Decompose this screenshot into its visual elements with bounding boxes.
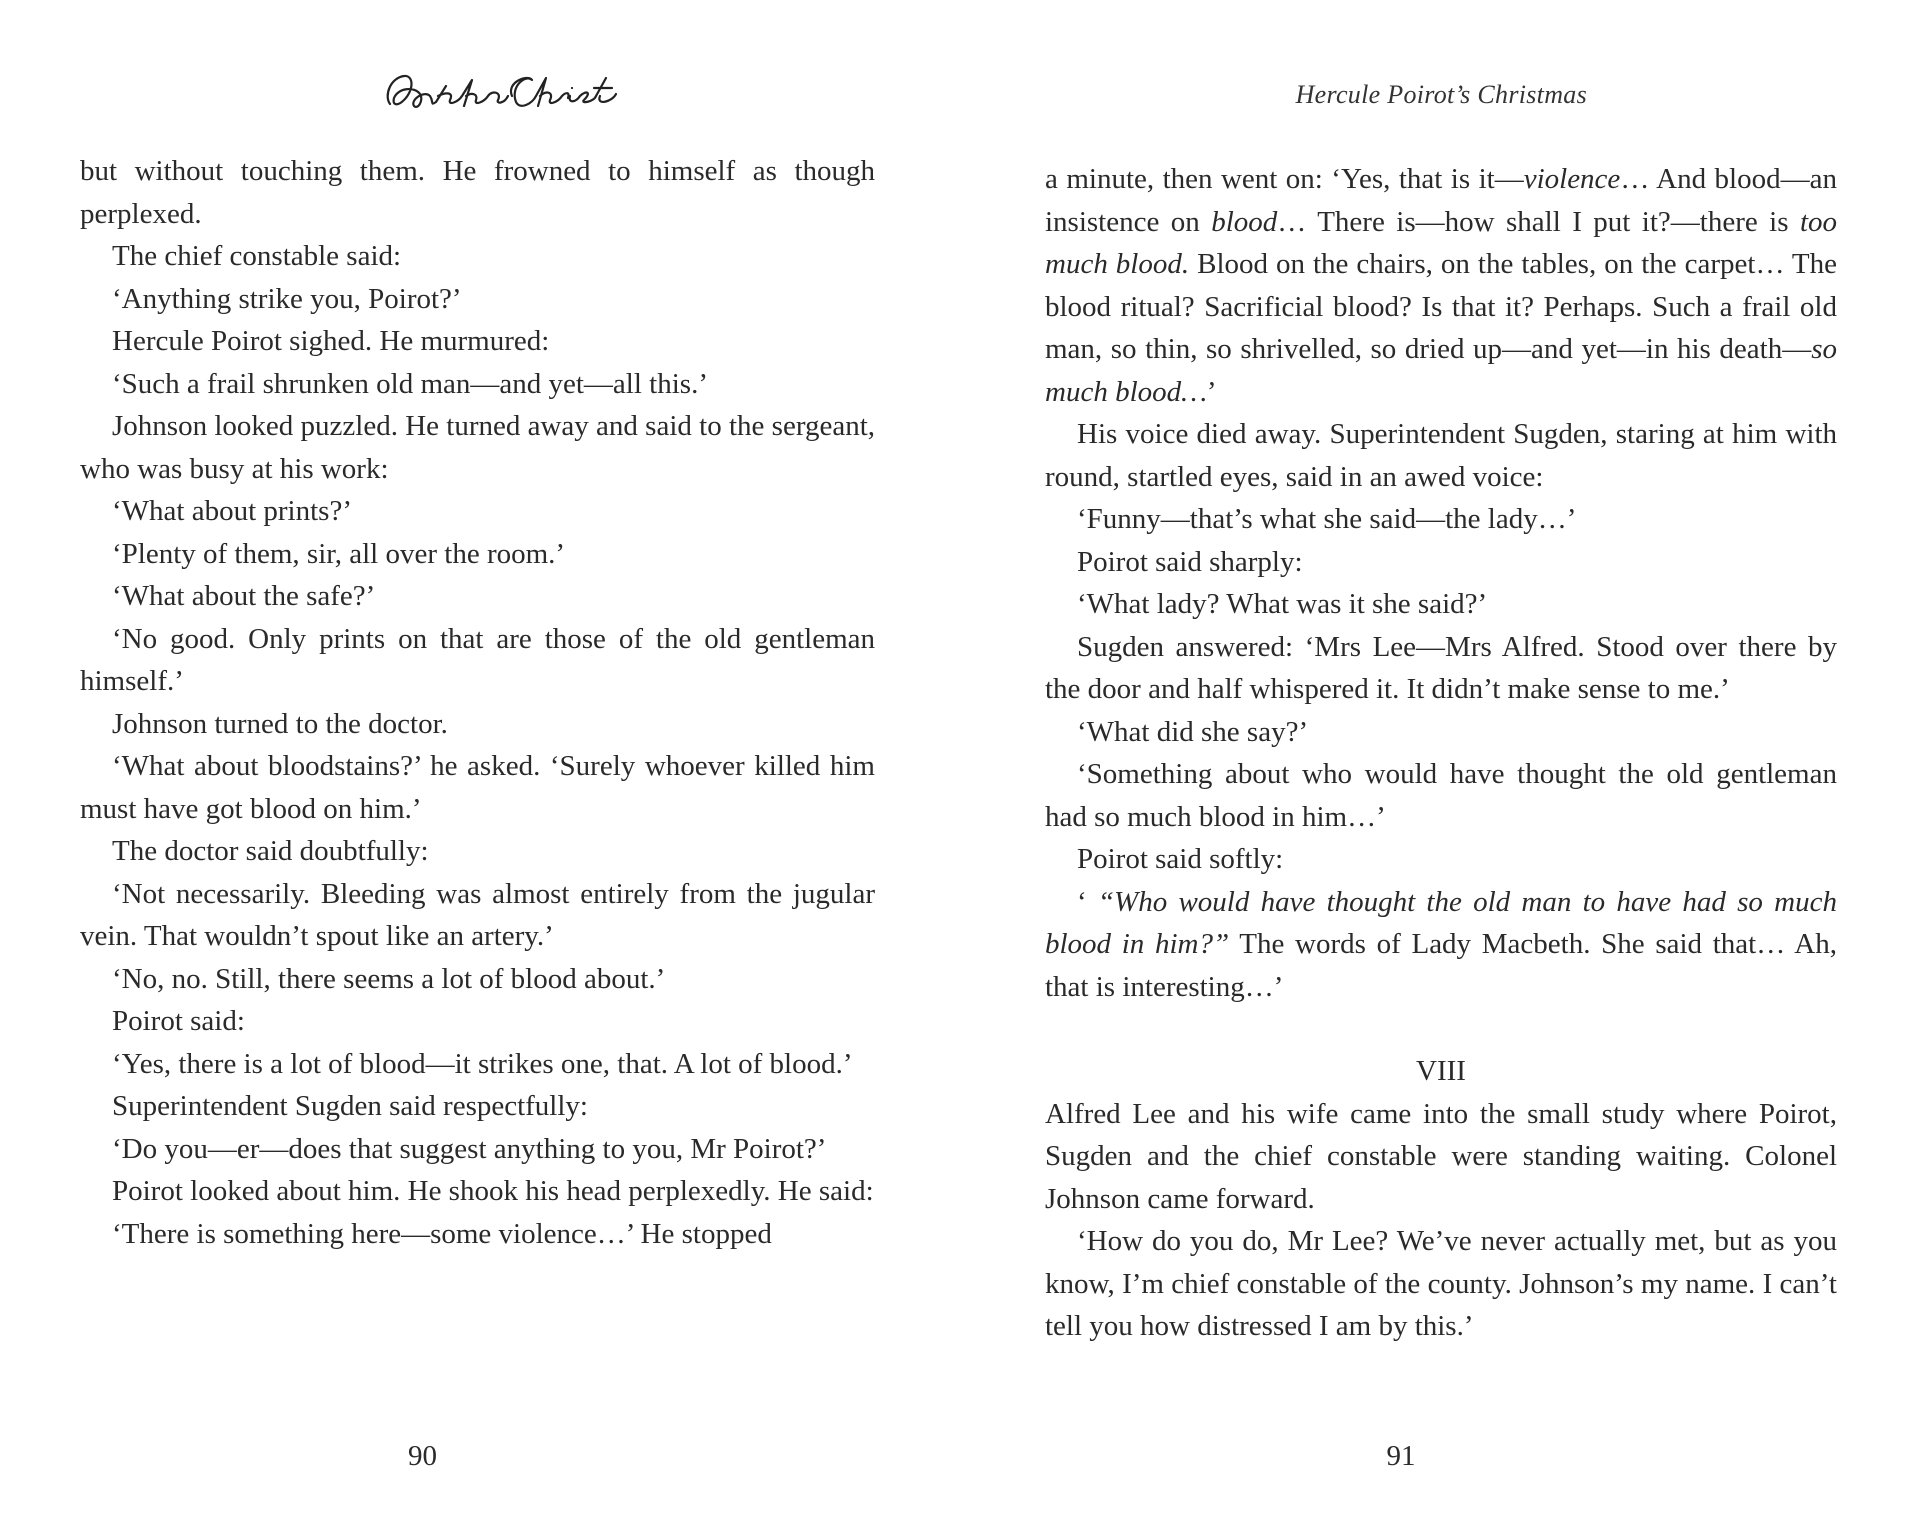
page-number: 91 <box>1386 1440 1416 1472</box>
text-run: … There is—how shall I put it?—there is <box>1277 205 1800 238</box>
paragraph: Johnson turned to the doctor. <box>112 707 448 740</box>
right-page-body <box>1045 158 1837 1348</box>
italic-run: “Who would have thought the old man to have had so much blood in him?” <box>1045 885 1837 960</box>
paragraph <box>1045 158 1837 413</box>
book-title: Hercule Poirot’s Christmas <box>1295 80 1587 109</box>
paragraph: ‘Something about who would have thought the old gentleman had so much blood in him…’ <box>1045 758 1837 833</box>
section-heading: VIII <box>1416 1055 1466 1087</box>
paragraph: ‘Anything strike you, Poirot?’ <box>112 282 462 315</box>
text-run: … And blood—an insistence on <box>1045 163 1837 238</box>
paragraph: The chief constable said: <box>112 240 402 272</box>
text-run: ’ <box>1206 375 1217 408</box>
paragraph: Hercule Poirot sighed. He murmured: <box>112 325 550 357</box>
paragraph: ‘Yes, there is a lot of blood—it strikes one, that. A lot of blood.’ <box>112 1047 853 1080</box>
paragraph: ‘Do you—er—does that suggest anything to you, Mr Poirot?’ <box>112 1132 827 1165</box>
signature-icon <box>380 66 620 116</box>
paragraph: ‘What lady? What was it she said?’ <box>1077 588 1488 620</box>
author-signature-logo <box>380 66 620 116</box>
right-running-head <box>1045 62 1837 122</box>
paragraph: The doctor said doubtfully: <box>112 835 429 867</box>
text-run: The words of Lady Macbeth. She said that… Ah, that is interesting…’ <box>1045 928 1837 1003</box>
paragraph: Poirot said sharply: <box>1077 545 1303 578</box>
paragraph: ‘What about the safe?’ <box>112 580 376 612</box>
paragraph: Alfred Lee and his wife came into the small study where Poirot, Sugden and the chief constable were standing waiting. Colonel Johnson came forward. <box>1045 1097 1837 1215</box>
italic-run: blood <box>1211 205 1278 238</box>
page-number: 90 <box>408 1440 437 1472</box>
paragraph: Superintendent Sugden said respectfully: <box>112 1090 588 1122</box>
italic-run: violence <box>1523 163 1621 195</box>
text-run: a minute, then went on: ‘Yes, that is it— <box>1045 163 1524 195</box>
italic-run: so much blood… <box>1045 333 1837 408</box>
paragraph: ‘What about bloodstains?’ he asked. ‘Surely whoever killed him must have got blood on him.’ <box>80 750 875 825</box>
paragraph: Poirot said softly: <box>1077 843 1284 875</box>
paragraph: ‘Funny—that’s what she said—the lady…’ <box>1077 503 1577 535</box>
left-page <box>80 0 875 1533</box>
paragraph: Sugden answered: ‘Mrs Lee—Mrs Alfred. Stood over there by the door and half whispered it. It didn’t make sense to me.’ <box>1045 630 1837 705</box>
italic-run: too much blood. <box>1045 205 1837 280</box>
paragraph: ‘What did she say?’ <box>1077 715 1309 748</box>
paragraph: but without touching them. He frowned to himself as though perplexed. <box>80 155 875 230</box>
paragraph: His voice died away. Superintendent Sugden, staring at him with round, startled eyes, said in an awed voice: <box>1045 418 1837 493</box>
paragraph: ‘How do you do, Mr Lee? We’ve never actually met, but as you know, I’m chief constable of the county. Johnson’s my name. I can’t tell you how distressed I am by this.’ <box>1045 1225 1837 1342</box>
left-running-head <box>80 62 875 122</box>
paragraph: Johnson looked puzzled. He turned away and said to the sergeant, who was busy at his work: <box>80 410 875 485</box>
paragraph: Poirot looked about him. He shook his head perplexedly. He said: <box>112 1175 874 1207</box>
text-run: ‘ <box>1077 885 1098 918</box>
right-page <box>1045 0 1837 1533</box>
paragraph: ‘Plenty of them, sir, all over the room.’ <box>112 537 566 570</box>
paragraph: Poirot said: <box>112 1005 245 1037</box>
paragraph <box>1045 881 1837 1009</box>
paragraph: ‘No good. Only prints on that are those of the old gentleman himself.’ <box>80 622 875 697</box>
paragraph: ‘There is something here—some violence…’ He stopped <box>112 1217 772 1250</box>
paragraph: ‘Such a frail shrunken old man—and yet—all this.’ <box>112 367 708 400</box>
paragraph: ‘What about prints?’ <box>112 495 352 527</box>
paragraph: ‘No, no. Still, there seems a lot of blood about.’ <box>112 962 666 995</box>
paragraph: ‘Not necessarily. Bleeding was almost entirely from the jugular vein. That wouldn’t spout like an artery.’ <box>80 877 875 952</box>
left-page-body <box>80 150 875 1255</box>
text-run: Blood on the chairs, on the tables, on the carpet… The blood ritual? Sacrificial blood? Is that it? Perhaps. Such a frail old man, so thin, so shrivelled, so dried up—and yet—in his death— <box>1045 248 1838 365</box>
